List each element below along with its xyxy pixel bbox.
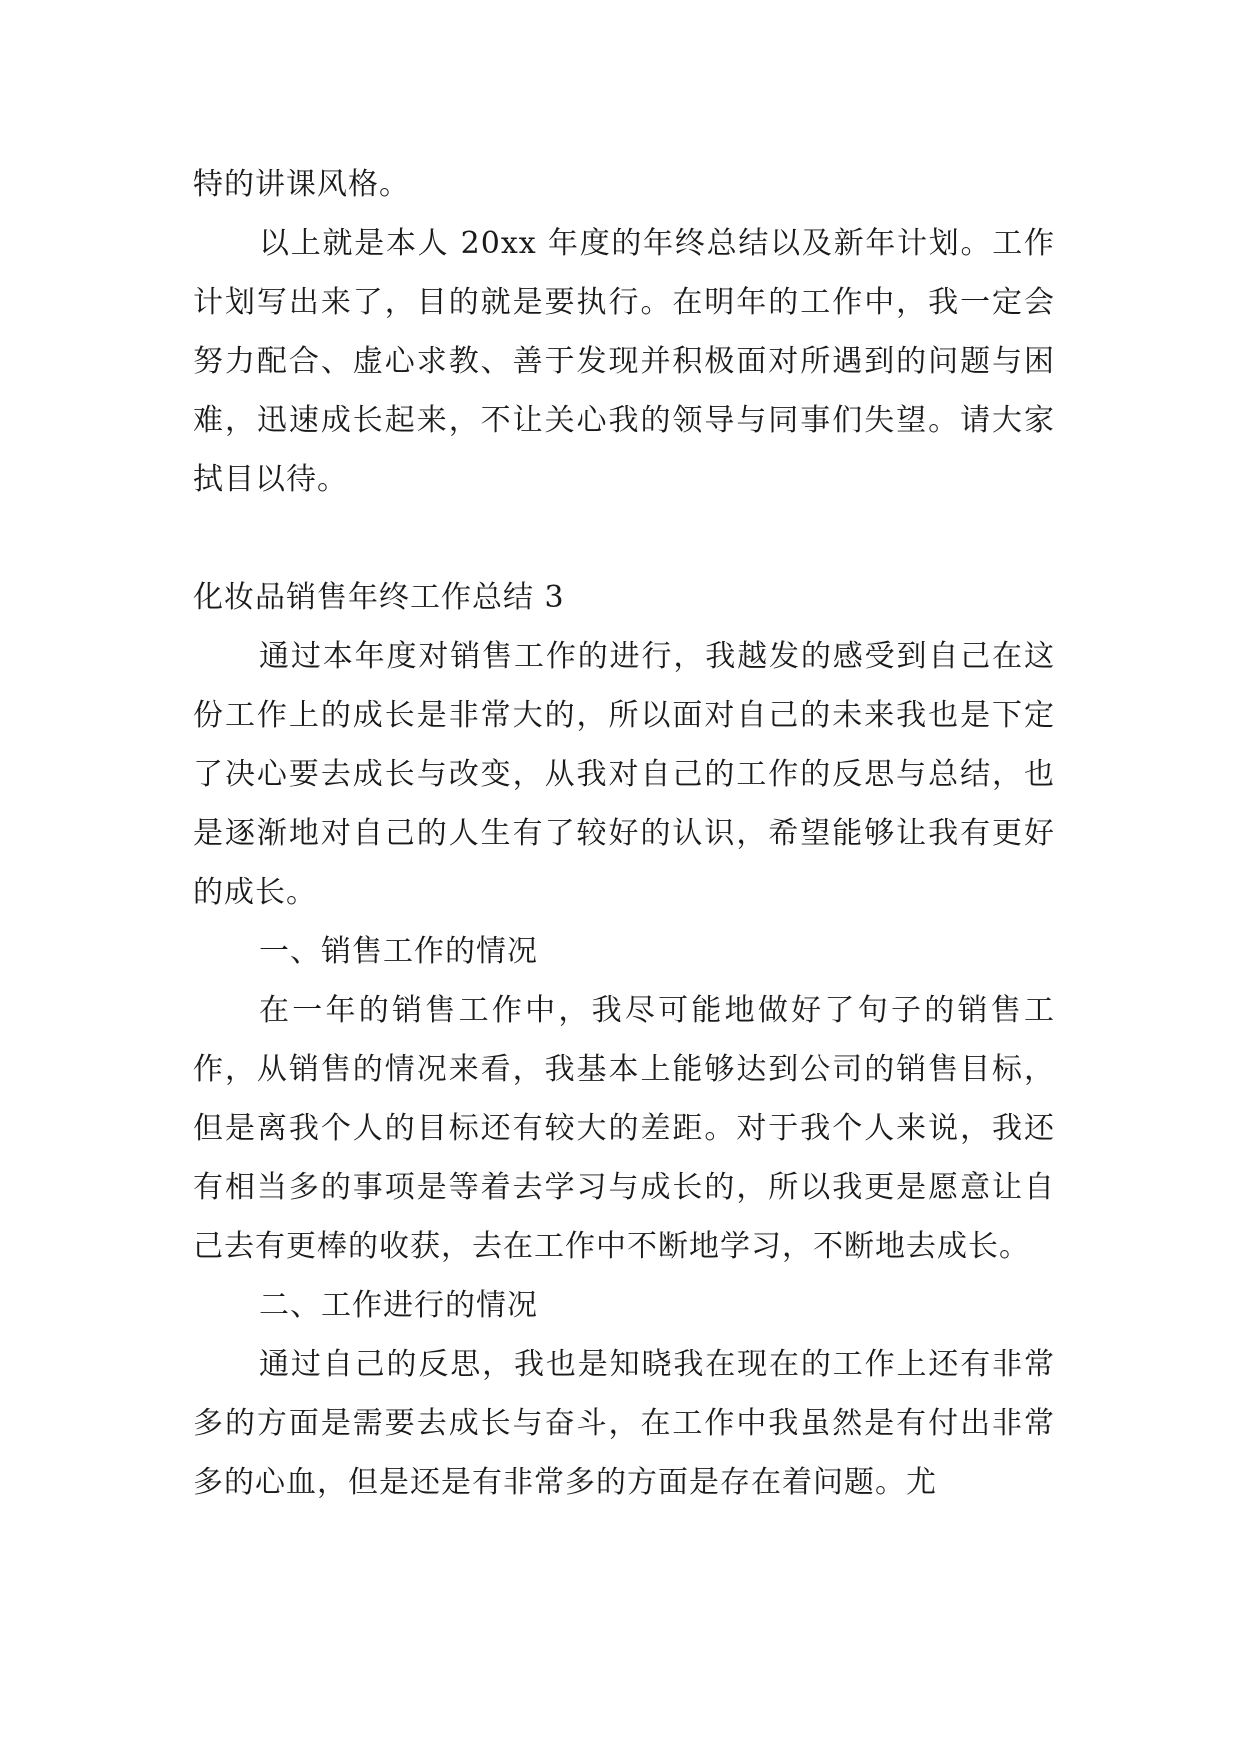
paragraph-intro: 通过本年度对销售工作的进行，我越发的感受到自己在这份工作上的成长是非常大的，所以面对自己的未来我也是下定了决心要去成长与改变，从我对自己的工作的反思与总结，也是逐渐地对自己的人生有了较好的认识，希望能够让我有更好的成长。 — [193, 639, 1055, 910]
document-body — [193, 155, 1055, 1512]
paragraph-work-progress: 通过自己的反思，我也是知晓我在现在的工作上还有非常多的方面是需要去成长与奋斗，在工作中我虽然是有付出非常多的心血，但是还是有非常多的方面是存在着问题。尤 — [193, 1347, 1055, 1500]
paragraph-continuation: 特的讲课风格。 — [193, 167, 410, 202]
paragraph-sales: 在一年的销售工作中，我尽可能地做好了句子的销售工作，从销售的情况来看，我基本上能够达到公司的销售目标，但是离我个人的目标还有较大的差距。对于我个人来说，我还有相当多的事项是等着去学习与成长的，所以我更是愿意让自己去有更棒的收获，去在工作中不断地学习，不断地去成长。 — [193, 993, 1055, 1264]
subheading-sales-situation: 一、销售工作的情况 — [259, 934, 538, 969]
paragraph-summary: 以上就是本人 20xx 年度的年终总结以及新年计划。工作计划写出来了，目的就是要执行。在明年的工作中，我一定会努力配合、虚心求教、善于发现并积极面对所遇到的问题与困难，迅速成长起来，不让关心我的领导与同事们失望。请大家拭目以待。 — [193, 226, 1055, 497]
section-title: 化妆品销售年终工作总结 3 — [193, 580, 565, 615]
subheading-work-progress: 二、工作进行的情况 — [259, 1288, 538, 1323]
